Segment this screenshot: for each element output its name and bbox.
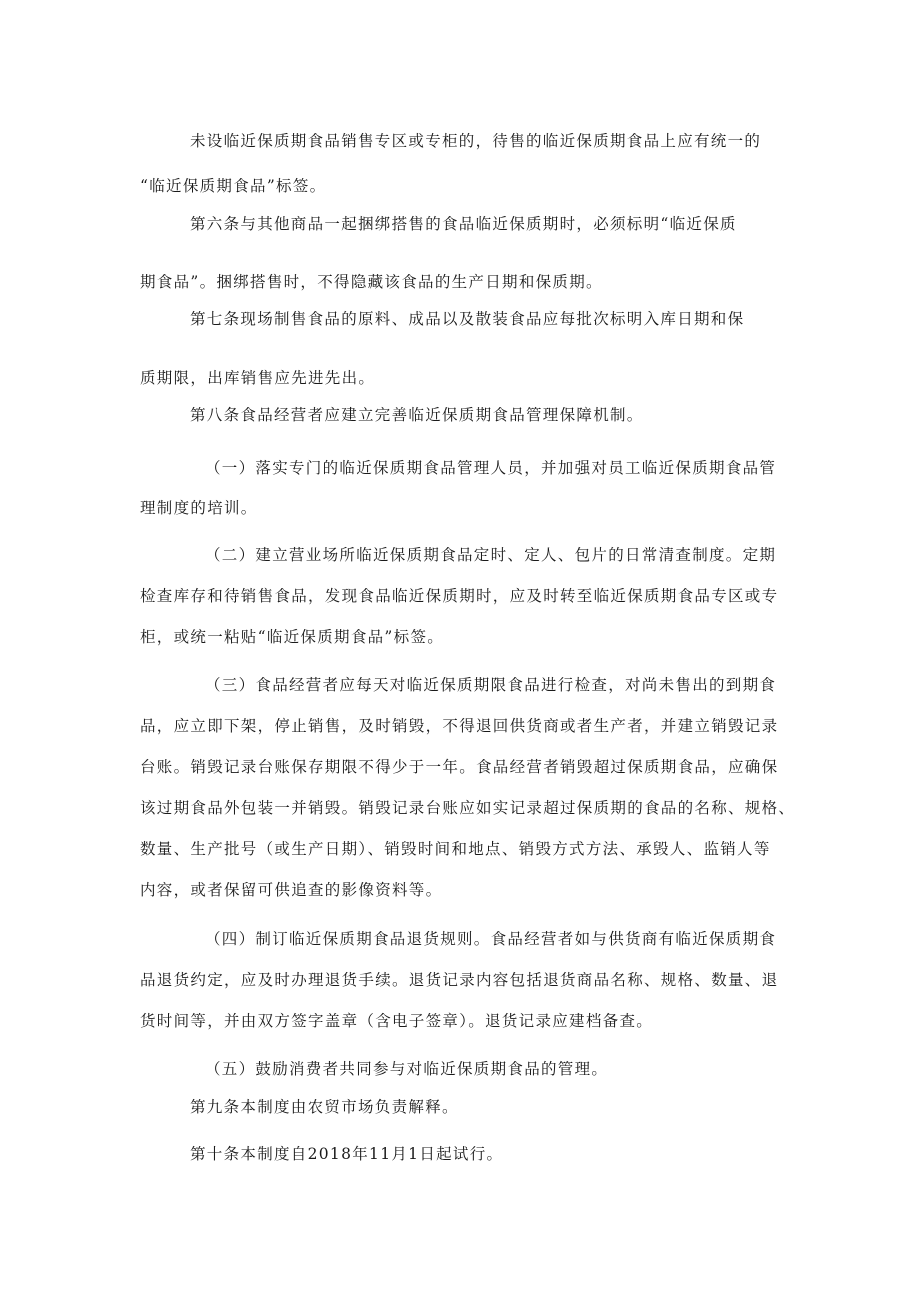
text-line: 第六条与其他商品一起捆绑搭售的食品临近保质期时，必须标明“临近保质 — [190, 215, 737, 233]
text-line: （三）食品经营者应每天对临近保质期限食品进行检查，对尚未售出的到期食 — [205, 676, 777, 694]
text-line: 内容，或者保留可供追查的影像资料等。 — [140, 881, 443, 899]
text-line: 数量、生产批号（或生产日期）、销毁时间和地点、销毁方式方法、承毁人、监销人等 — [140, 840, 771, 858]
text-line: 第九条本制度由农贸市场负责解释。 — [190, 1098, 459, 1116]
text-line: 台账。销毁记录台账保存期限不得少于一年。食品经营者销毁超过保质期食品，应确保 — [140, 758, 779, 776]
text-line: 理制度的培训。 — [140, 499, 258, 517]
text-line: （五）鼓励消费者共同参与对临近保质期食品的管理。 — [205, 1060, 609, 1078]
text-line: 未设临近保质期食品销售专区或专柜的，待售的临近保质期食品上应有统一的 — [190, 132, 762, 150]
text-line: 货时间等，并由双方签字盖章（含电子签章）。退货记录应建档备查。 — [140, 1012, 654, 1030]
text-line: 期食品”。捆绑搭售时，不得隐藏该食品的生产日期和保质期。 — [140, 273, 603, 291]
text-line: 第八条食品经营者应建立完善临近保质期食品管理保障机制。 — [190, 406, 644, 424]
text-line: 第十条本制度自2018年11月1日起试行。 — [190, 1145, 504, 1163]
text-line: 检查库存和待销售食品，发现食品临近保质期时，应及时转至临近保质期食品专区或专 — [140, 587, 779, 605]
text-line: 该过期食品外包装一并销毁。销毁记录台账应如实记录超过保质期的食品的名称、规格、 — [140, 799, 796, 817]
text-line: 第七条现场制售食品的原料、成品以及散装食品应每批次标明入库日期和保 — [190, 310, 745, 328]
text-line: 品退货约定，应及时办理退货手续。退货记录内容包括退货商品名称、规格、数量、退 — [140, 971, 779, 989]
text-line: 柜，或统一粘贴“临近保质期食品”标签。 — [140, 628, 445, 646]
text-line: （一）落实专门的临近保质期食品管理人员，并加强对员工临近保质期食品管 — [205, 459, 777, 477]
text-line: 品，应立即下架，停止销售，及时销毁，不得退回供货商或者生产者，并建立销毁记录 — [140, 717, 779, 735]
text-line: （二）建立营业场所临近保质期食品定时、定人、包片的日常清查制度。定期 — [205, 546, 777, 564]
text-line: 质期限，出库销售应先进先出。 — [140, 369, 376, 387]
text-line: （四）制订临近保质期食品退货规则。食品经营者如与供货商有临近保质期食 — [205, 930, 777, 948]
text-line: “临近保质期食品”标签。 — [140, 177, 327, 195]
